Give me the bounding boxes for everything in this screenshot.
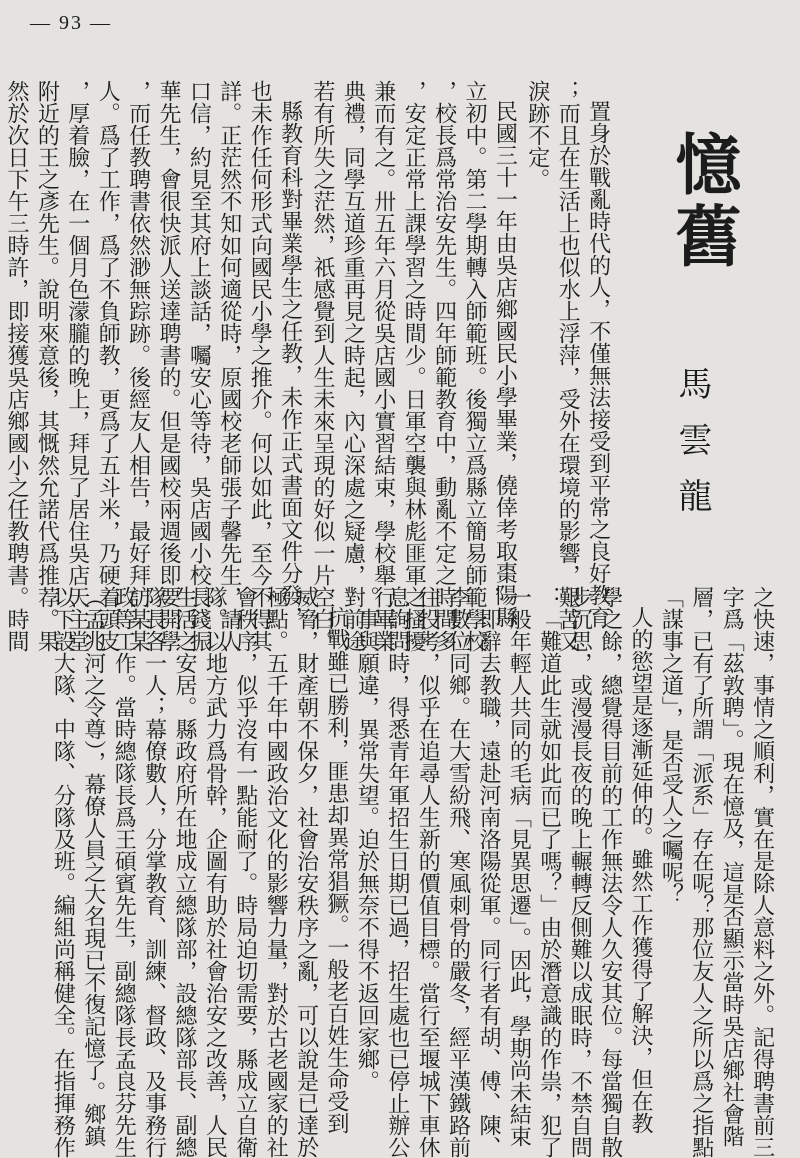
top-column: 然於次日下午三時許，即接獲吳店鄉國小之任教聘書。時間 xyxy=(4,80,29,652)
bottom-column: 隊長各一人；幕僚數人，分掌教育、訓練、督政、及事務行 xyxy=(141,586,167,1158)
bottom-column: 抗戰雖已勝利，匪患却異常猖獗。一般老百姓生命受到 xyxy=(324,606,349,1134)
bottom-column: 學之餘，總覺得目前的工作無法令人久安其位。每當獨自散 xyxy=(597,586,623,1158)
bottom-column: 威脅，財產朝不保夕，社會治安秩序之亂，可以說是已達於 xyxy=(293,586,319,1158)
top-column: 民國三十一年由吳店鄉國民小學畢業，僥倖考取棗陽縣 xyxy=(492,100,518,628)
bottom-column: 。事與願違，異常失望。迫於無奈不得不返回家鄉。 xyxy=(354,586,380,1092)
bottom-column: 會秩序，似乎沒有一點能耐了。時局迫切需要，縣成立自衛 xyxy=(232,586,258,1158)
top-column: 口信，約見至其府上談話，囑安心等待，吳店國小校長錢振 xyxy=(186,80,212,652)
top-column: ；而且在生活上也似水上浮萍，受外在環境的影響，艱苦又 xyxy=(555,80,581,652)
bottom-column: 李數位同鄉。在大雪紛飛、寒風刺骨的嚴冬，經平漢鐵路前 xyxy=(445,586,471,1158)
bottom-column: ：「難道此生就如此而已了嗎？」由於潛意識的作祟，犯了 xyxy=(536,586,562,1158)
bottom-column: 步沉思，或漫漫長夜的晚上輾轉反側難以成眠時，不禁自問 xyxy=(567,586,593,1158)
bottom-column: （孟兆河之令尊），幕僚人員之大名現已不復記憶了。鄉鎮 xyxy=(80,586,106,1147)
bottom-column: 息詢問時，得悉青年軍招生日期已過，招生處也已停止辦公 xyxy=(384,586,410,1158)
top-column: ，校長爲常治安先生。四年師範教育中，動亂不定之時間多 xyxy=(431,80,457,652)
top-column: ，厚着臉，在一個月色濛朧的晚上，拜見了居住吳店天主堂 xyxy=(64,80,90,652)
bottom-column: 政等工作。當時總隊長爲王碩賓先生，副總隊長孟良芬先生 xyxy=(111,586,137,1158)
page-number: — 93 — xyxy=(30,12,112,34)
top-column: 人。爲了工作，爲了不負師教，更爲了五斗米，乃硬着頭皮 xyxy=(95,80,121,652)
top-column: 立初中。第二學期轉入師範班。後獨立爲縣立簡易師範學校 xyxy=(462,80,487,652)
bottom-column: 人的慾望是逐漸延伸的。雖然工作獲得了解決，但在教 xyxy=(628,606,653,1134)
top-column: 也未作任何形式向國民小學之推介。何以如此，至今不得其 xyxy=(247,80,273,652)
top-column: 兼而有之。卅五年六月從吳店國小實習結束，學校舉行畢業 xyxy=(370,80,396,652)
bottom-column: 極點。五千年中國政治文化的影響力量，對於古老國家的社 xyxy=(263,586,289,1158)
top-column: 詳。正茫然不知如何適從時，原國校老師張子馨先生，請人 xyxy=(216,80,242,652)
bottom-column: 層，已有了所謂「派系」存在呢？那位友人之所以爲之指點 xyxy=(688,586,714,1158)
bottom-column: 字爲「茲敦聘」。現在憶及，這是否顯示當時吳店鄉社會階 xyxy=(719,586,745,1147)
bottom-column: 一般年輕人共同的毛病「見異思遷」。因此，學期尚未結束 xyxy=(506,586,532,1147)
bottom-column: 「謀事之道」，是否受人之囑呢？ xyxy=(658,586,684,905)
bottom-column: 生活之安居。縣政府所在地成立總隊部，設總隊部長、副總 xyxy=(172,586,197,1158)
bottom-column: 隊。以地方武力爲骨幹，企圖有助於社會治安之改善，人民 xyxy=(202,586,228,1158)
top-column: 縣教育科對畢業學生之任教，未作正式書面文件分發， xyxy=(277,100,303,628)
top-column: ，而任教聘書依然渺無踪跡。後經友人相告，最好拜訪某某 xyxy=(125,80,151,652)
bottom-column: 以下設大隊、中隊、分隊及班。編組尚稱健全。在指揮務作 xyxy=(50,586,76,1158)
bottom-column: 往投考，似乎在追尋人生新的價值目標。當行至堰城下車休 xyxy=(415,586,441,1158)
top-column: 淚跡不定。 xyxy=(524,80,550,190)
top-column: 附近的王之彥先生。說明來意後，其慨然允諾代爲推荐。果 xyxy=(34,80,60,652)
top-column: 華先生，會很快派人送達聘書的。但是國校兩週後即要開學 xyxy=(156,80,181,652)
article-title: 憶舊 xyxy=(664,130,742,274)
top-column: 典禮，同學互道珍重再見之時起，內心深處之疑慮，對前途 xyxy=(340,80,366,652)
top-column: 若有所失之茫然，祇感覺到人生未來呈現的好似一片空白。 xyxy=(310,80,335,652)
bottom-column: 之快速，事情之順利，實在是除人意料之外。記得聘書前三 xyxy=(749,586,775,1158)
author-name: 馬雲龍 xyxy=(672,366,712,534)
bottom-column: ，即辭去教職，遠赴河南洛陽從軍。同行者有胡、傅、陳、 xyxy=(476,586,501,1158)
top-column: 置身於戰亂時代的人，不僅無法接受到平常之良好教育 xyxy=(585,100,611,628)
top-column: ，安定正常上課學習之時間少。日軍空襲與林彪匪軍之搔擾 xyxy=(401,80,427,652)
